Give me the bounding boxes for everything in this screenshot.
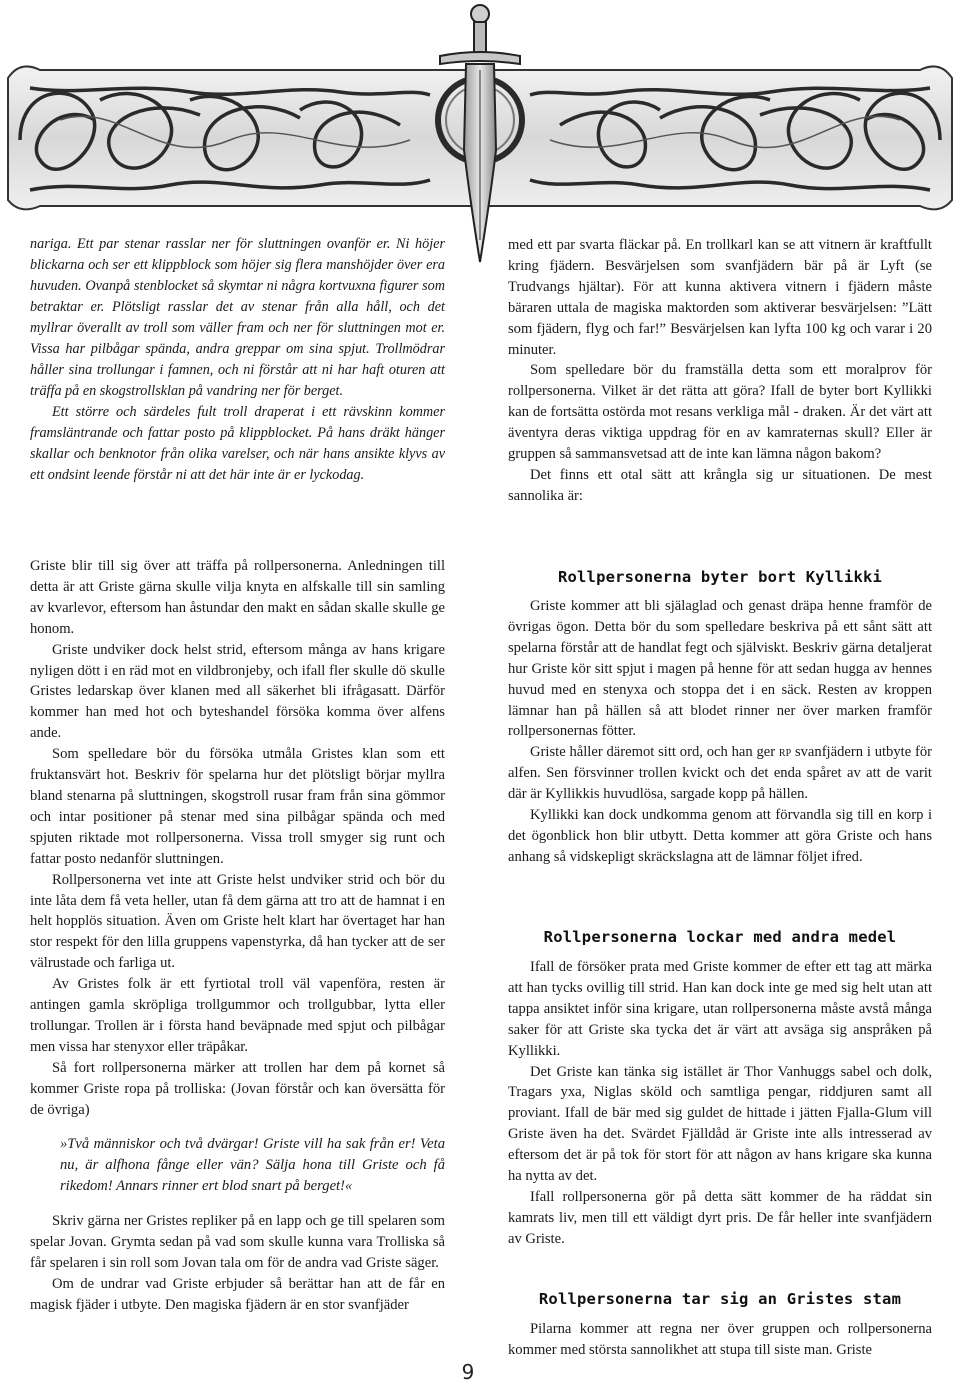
left-paragraph-2: Griste undviker dock helst strid, eftersom många av hans krigare nyligen dött i en räd mot en vildbronjeby, och ifall fler skulle dö skulle Gristes ledarskap över klanen med all säkerhet bli ifrågasatt. Därför kommer han med hot och byteshandel försöka komma över alfens ande. [30,641,445,742]
section-heading-3: Rollpersonerna tar sig an Gristes stam [538,1290,902,1308]
page-number: 9 [461,1360,475,1384]
left-paragraph-4: Rollpersonerna vet inte att Griste helst undviker strid och bör du inte låta dem få veta heller, utan få dem gärna att tro att de hamnat i en helt hopplös situation. Även om Griste helt klart har övertaget har han stor respekt för den lilla gruppens vapenstyrka, då han tycker att de ser välrustade och farliga ut. [30,871,445,972]
section-1-paragraph-2-end: svanfjädern i utbyte för alfen. Sen försvinner trollen kvickt och det enda spåret av att de varit där är Kyllikkis huvudlösa, sargade kopp på hällen. [508,744,933,803]
intro-italic-text [30,234,445,486]
section-2-paragraph-1: Ifall de försöker prata med Griste kommer de efter ett tag att märka att han tycks ovillig till strid. Han kan dock inte ge med sig helt utan att tappa ansiktet inför sina krigare, utan rollpersonerna måste avstå många saker för att Griste ska tycka det är värt att avsäga sig anspråken på Kyllikki. [508,959,932,1059]
troll-quote [30,1134,445,1197]
left-paragraph-1: Griste blir till sig över att träffa på rollpersonerna. Anledningen till detta är att Griste gärna skulle vilja knyta en alfskalle till sin samling av kvarlevor, eftersom han åstundar den makt en sådan skalle skulle ge honom. [30,558,445,637]
right-paragraph-1: med ett par svarta fläckar på. En trollkarl kan se att vitnern är kraftfullt kring fjädern. Besvärjelsen som svanfjädern bär på är Lyft (se Trudvangs hjältar). För att kunna aktivera vitnern i fjädern måste bäraren uttala de magiska maktorden som aktiverar besvärjelsen: ”Lätt som fjädern, flyg och far!” Besvärjelsen kan lyfta 100 kg och varar i 20 minuter. [508,237,932,358]
intro-paragraph-2: Ett större och särdeles fult troll draperat i ett rävskinn kommer framsläntrande och fattar posto på klippblocket. På hans dräkt hänger skallar och benknotor från olika varelser, och när hans ansikte klyvs av ett ondsint leende förstår ni att det här inte är er lyckodag. [30,404,445,483]
section-1-paragraph-2 [508,742,932,805]
section-1-paragraph-1: Griste kommer att bli själaglad och genast dräpa henne framför de övrigas ögon. Detta bör du som spelledare beskriva på ett sånt sätt att spelarna förstår att de handlat fegt och själviskt. Beskriv gärna detaljerat hur Griste kör sitt spjut i magen på henne för att sedan hugga av hennes huvud med en stenyxa och stoppa det i en säck. Resten av kroppen lämnar han på hällen så att blodet rinner ner över marken framför rollpersonernas fötter. [508,598,932,740]
section-3-body [508,1319,932,1361]
left-paragraph-7: Skriv gärna ner Gristes repliker på en lapp och ge till spelaren som spelar Jovan. Grymta sedan på vad som skulle kunna vara Trolliska så får spelaren i sin roll som Jovan tala om för de andra vad Griste säger. [30,1213,445,1271]
section-3-paragraph-1: Pilarna kommer att regna ner över gruppen och rollpersonerna kommer med största sannolikhet att stupa till siste man. Griste [508,1321,932,1358]
right-paragraph-2: Som spelledare bör du framställa detta som ett moralprov för rollpersonerna. Vilket är det rätta att göra? Ifall de byter bort Kyllikki kan de fortsätta ostörda mot resans verkliga mål - draken. Är det värt att äventyra deras viktiga uppdrag för en av kamraternas skull? Eller är gruppen så sammansvetsad att de inte kan lämna någon bakom? [508,362,932,463]
left-paragraph-6: Så fort rollpersonerna märker att trollen har dem på kornet så kommer Griste ropa på trolliska: (Jovan förstår och kan översätta för de övriga) [30,1059,445,1118]
section-2-paragraph-2: Det Griste kan tänka sig istället är Thor Vanhuggs sabel och dolk, Tragars yxa, Niglas sköld och samtliga pengar, riddjuren samt all proviant. Ifall de bär med sig guldet de hittade i jätten Fjalla-Glum vill Griste även ha det. Svärdet Fjälldåd är Griste inte alls intresserad av eftersom det är på tok för stort för att någon av hans krigare ska kunna ha nytta av det. [508,1063,932,1185]
left-paragraph-8: Om de undrar vad Griste erbjuder så berättar han att de får en magisk fjäder i utbyte. Den magiska fjädern är en stor svanfjäder [30,1275,445,1313]
section-heading-2: Rollpersonerna lockar med andra medel [543,928,897,946]
left-paragraph-5: Av Gristes folk är ett fyrtiotal troll väl vapenföra, resten är antingen gamla skröpliga trollgummor och trollgubbar, lytta eller trollungar. Trollen är i första hand beväpnade med spjut och pilbågar men vissa har stenyxor eller träpåkar. [30,976,445,1055]
celtic-knotwork-banner [0,0,960,270]
right-column-top [508,235,932,507]
section-1-body [508,596,932,868]
quote-text: »Två människor och två dvärgar! Griste vill ha sak från er! Veta nu, är alfhona fånge eller vän? Sälja hona till Griste och få rikedom! Annars rinner ert blod snart på berget!« [60,1136,445,1195]
section-2-paragraph-3: Ifall rollpersonerna gör på detta sätt kommer de ha räddat sin kamrats liv, men till ett väldigt dyrt pris. De får heller inte svanfjädern av Griste. [508,1188,932,1247]
left-column [30,556,445,1316]
section-1-paragraph-2-start: Griste håller däremot sitt ord, och han ger [530,744,779,761]
section-heading-1: Rollpersonerna byter bort Kyllikki [557,568,883,586]
rp-abbreviation: rp [778,744,792,761]
intro-paragraph-1: nariga. Ett par stenar rasslar ner för sluttningen ovanför er. Ni höjer blickarna och ser ett klippblock som höjer sig flera manshöjder över era huvuden. Ovanpå stenblocket så skymtar ni några kortvuxna figurer som betraktar er. Plötsligt rasslar det av stenar från alla håll, och det myllrar överallt av troll som väller fram och ner för sluttningen mot er. Vissa har pilbågar spända, andra greppar om sina spjut. Trollmödrar håller sina trollungar i famnen, och ni förstår att ni har haft oturen att träffa på en skogstrollsklan på vandring ner för berget. [30,236,445,399]
section-2-body [508,957,932,1250]
right-paragraph-3: Det finns ett otal sätt att krångla sig ur situationen. De mest sannolika är: [508,466,932,504]
section-1-paragraph-3: Kyllikki kan dock undkomma genom att förvandla sig till en korp i det ögonblick hon blir utbytt. Detta kommer att göra Griste och hans anhang så vidskepligt skräckslagna att de lämnar följet ifred. [508,807,932,865]
left-paragraph-3: Som spelledare bör du försöka utmåla Gristes klan som ett fruktansvärt hot. Beskriv för spelarna hur det plötsligt börjar myllra bland stenarna på sluttningen, skogstroll rusar fram från sina gömmor och intar positioner på stenar med sina pilbågar spända och med spjuten riktade mot rollpersonerna. Vissa troll smyger sig runt och fattar posto nedanför sluttningen. [30,746,445,867]
